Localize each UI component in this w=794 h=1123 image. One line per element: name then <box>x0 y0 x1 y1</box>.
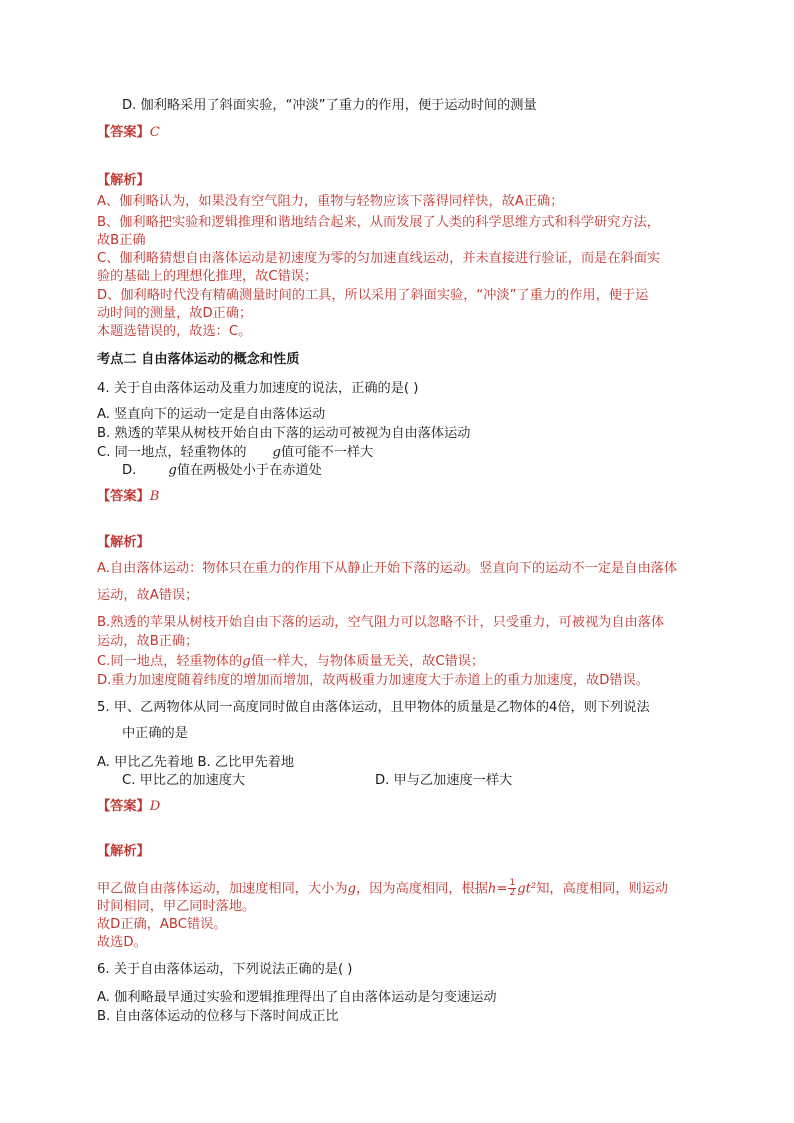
answer-label: 【答案】 <box>97 799 150 814</box>
q5-analysis-line: 甲乙做自由落体运动，加速度相同，大小为g，因为高度相同，根据h= $\frac{1}{2}$ gt²知，高度相同，则运动 <box>97 878 669 898</box>
answer-value: C <box>149 125 160 140</box>
q5-answer <box>97 798 160 815</box>
q4-analysis-line: A.自由落体运动：物体只在重力的作用下从静止开始下落的运动。竖直向下的运动不一定是自由落体 <box>97 561 678 576</box>
q3-analysis-line: C、伽利略猜想自由落体运动是初速度为零的匀加速直线运动，并未直接进行验证，而是在斜面实 <box>97 251 661 266</box>
q5-analysis-line: 时间相同，甲乙同时落地。 <box>97 899 256 914</box>
analysis-label: 【解析】 <box>97 535 150 550</box>
q4-option-c: C. 同一地点，轻重物体的 g值可能不一样大 <box>97 445 374 460</box>
q4-analysis-line: D.重力加速度随着纬度的增加而增加，故两极重力加速度大于赤道上的重力加速度，故D错误。 <box>97 673 649 688</box>
q3-analysis-line: 故B正确 <box>97 233 146 248</box>
g-symbol: g <box>347 881 357 897</box>
q5-option-ab: A. 甲比乙先着地 B. 乙比甲先着地 <box>97 755 295 770</box>
q5-stem-cont: 中正确的是 <box>122 726 188 741</box>
q3-analysis-line: B、伽利略把实验和逻辑推理和谐地结合起来，从而发展了人类的科学思维方式和科学研究方法， <box>97 215 660 230</box>
formula-h: h <box>487 881 497 897</box>
answer-value: D <box>149 799 161 814</box>
q3-answer <box>97 124 160 141</box>
q3-option-d: D. 伽利略采用了斜面实验，“冲淡”了重力的作用，便于运动时间的测量 <box>122 98 537 113</box>
q4-option-d: D. g值在两极处小于在赤道处 <box>122 463 322 478</box>
q5-option-d: D. 甲与乙加速度一样大 <box>375 773 513 788</box>
g-symbol: g <box>242 654 251 669</box>
q6-stem: 6. 关于自由落体运动，下列说法正确的是( ) <box>97 962 353 977</box>
analysis-label: 【解析】 <box>97 173 150 188</box>
g-symbol: g <box>272 445 281 460</box>
q4-stem: 4. 关于自由落体运动及重力加速度的说法，正确的是( ) <box>97 381 419 396</box>
q4-analysis-line: B.熟透的苹果从树枝开始自由下落的运动，空气阻力可以忽略不计，只受重力，可被视为自由落体 <box>97 615 665 630</box>
g-symbol: g <box>168 463 177 478</box>
section-title: 考点二 自由落体运动的概念和性质 <box>97 352 300 367</box>
q5-analysis-line: 故D正确，ABC错误。 <box>97 917 227 932</box>
q4-option-a: A. 竖直向下的运动一定是自由落体运动 <box>97 407 326 422</box>
q4-option-b: B. 熟透的苹果从树枝开始自由下落的运动可被视为自由落体运动 <box>97 426 471 441</box>
answer-label: 【答案】 <box>97 125 150 140</box>
q4-analysis-line: C.同一地点，轻重物体的g值一样大，与物体质量无关，故C错误； <box>97 654 485 669</box>
q4-answer <box>97 488 159 505</box>
q5-analysis-line: 故选D。 <box>97 935 147 950</box>
answer-value: B <box>149 489 160 504</box>
analysis-label: 【解析】 <box>97 844 150 859</box>
formula-fraction: $\frac{1}{2}$ <box>509 878 516 898</box>
q3-analysis-line: 验的基础上的理想化推理，故C错误； <box>97 269 318 284</box>
q5-option-c: C. 甲比乙的加速度大 <box>122 773 246 788</box>
q4-analysis-line: 运动，故A错误； <box>97 588 199 603</box>
q3-analysis-line: 动时间的测量，故D正确； <box>97 306 253 321</box>
q3-analysis-line: D、伽利略时代没有精确测量时间的工具，所以采用了斜面实验，“冲淡”了重力的作用，便于运 <box>97 288 649 303</box>
formula-eq: = <box>496 881 508 897</box>
formula-rest: gt² <box>517 881 537 897</box>
q3-analysis-line: 本题选错误的，故选：C。 <box>97 324 252 339</box>
q3-analysis-line: A、伽利略认为，如果没有空气阻力，重物与轻物应该下落得同样快，故A正确； <box>97 194 564 209</box>
q5-stem: 5. 甲、乙两物体从同一高度同时做自由落体运动，且甲物体的质量是乙物体的4倍，则下列说法 <box>97 700 650 715</box>
answer-label: 【答案】 <box>97 489 150 504</box>
q6-option-b: B. 自由落体运动的位移与下落时间成正比 <box>97 1009 339 1024</box>
q6-option-a: A. 伽利略最早通过实验和逻辑推理得出了自由落体运动是匀变速运动 <box>97 990 497 1005</box>
q4-analysis-line: 运动，故B正确； <box>97 634 199 649</box>
